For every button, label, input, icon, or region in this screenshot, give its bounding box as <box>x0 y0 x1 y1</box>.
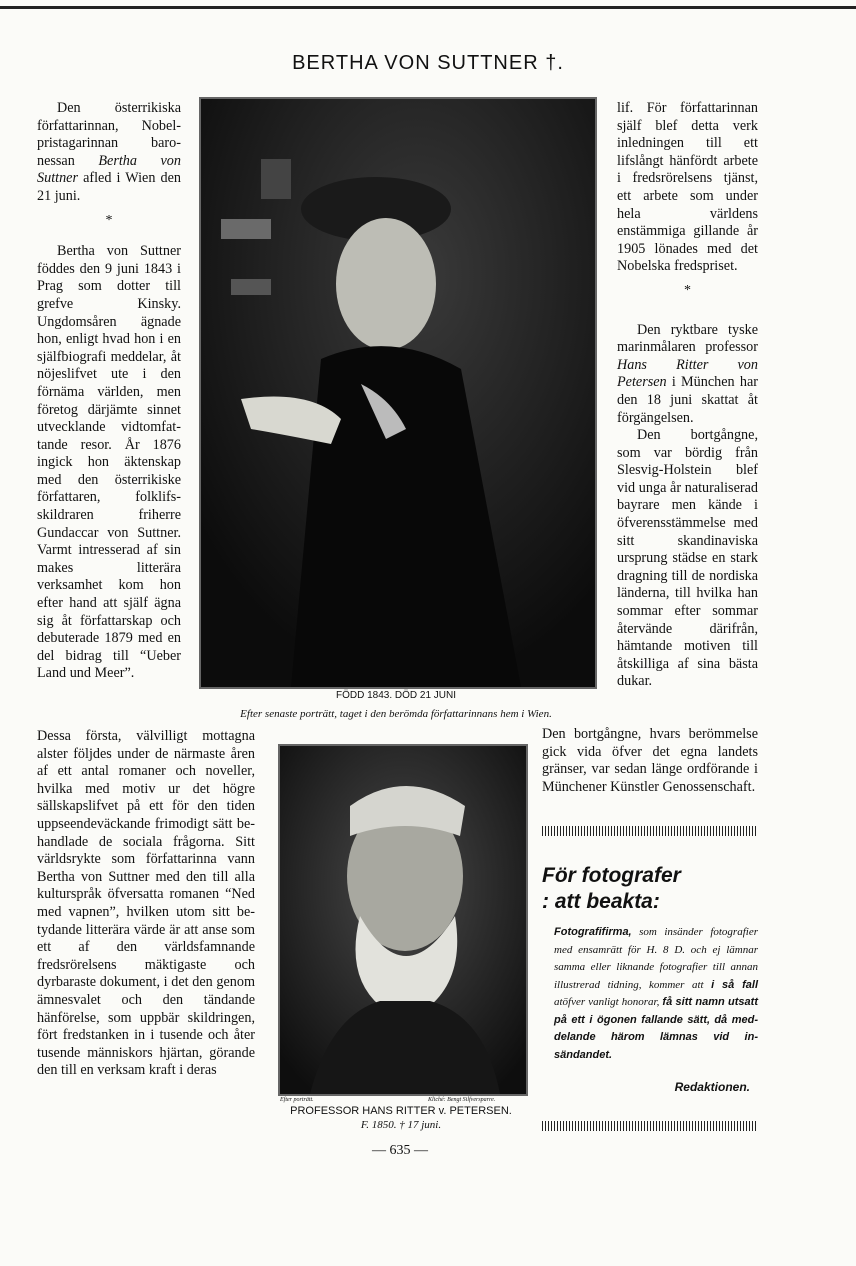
portrait-hans-ritter-von-petersen <box>278 744 528 1096</box>
ritter-text: Den ryktbare tyske marinmålaren professor <box>617 321 758 356</box>
notice-bold-2: i så fall <box>711 978 758 991</box>
article-title: BERTHA VON SUTTNER †. <box>292 52 564 74</box>
bio-paragraph-right: lif. För författarinnan själf blef detta verk inledningen till ett lifslångt hänfördt arbete i fredsrörelsens tjänst, ett arbete som under hela världens enstämmiga gillande år 1905 lönades med det Nobelska fredspriset. <box>617 100 758 275</box>
intro-text: Den österrikiska författarinnan, Nobelpristagarinnan baronessan <box>37 100 181 169</box>
photo2-caption-dates: F. 1850. † 17 juni. <box>360 1119 442 1131</box>
photo2-caption-name: PROFESSOR HANS RITTER v. PETERSEN. <box>290 1105 512 1117</box>
divider-hatch-2 <box>542 1121 758 1131</box>
ritter-text-end: i München har den 18 juni skattat åt förgängelsen. <box>617 374 758 426</box>
portrait-image <box>201 99 595 687</box>
portrait-bertha-von-suttner <box>199 97 597 689</box>
section-star-2: * <box>684 282 691 298</box>
intro-name: Bertha von Suttner <box>37 152 181 187</box>
photo1-caption-dates: FÖDD 1843. DÖD 21 JUNI <box>335 690 457 701</box>
photo2-credit-left: Efter porträtt. <box>280 1097 314 1103</box>
notice-signature: Redaktionen. <box>674 1080 750 1094</box>
ritter-continued <box>542 726 758 796</box>
notice-bold-4: då meddelande härom lämnas vid insändandet. <box>554 1013 758 1061</box>
bio-paragraph-wide: Dessa första, välvilligt mottagna alster följdes under de närmaste åren af ett antal romaner och noveller, hvilka med motiv ur det högre sällskapslifvet på ett för den tiden uppseendeväckande frimodigt sätt behandlade de sociala frågorna. Sitt världsrykte som författarinna vann Bertha von Suttner med den till alla kulturspråk öfversatta romanen “Ned med vapnen”, hvilken utom sitt betydande litterära värde är att anse som ett af den världsfamnande fredsrörelsens mäktigaste och dyrbaraste dokument, i det den genom ämnesvalet och den tändande hänförelse, som uppbär skildringen, fört fredstanken in i tusende och åter tusende människors hjärtan, görande den till en verksam kraft i deras <box>37 728 255 1079</box>
intro-text-end: afled i Wien den 21 juni. <box>37 170 181 204</box>
photo1-caption-credit: Efter senaste porträtt, taget i den berömda författarinnans hem i Wien. <box>240 708 552 720</box>
notice-bold-firm: Fotografifirma, <box>554 926 632 938</box>
section-star: * <box>105 212 113 228</box>
notice-text-1: som insänder fotografier med ensamrätt för H. 8 D. och ej lämnar samma eller liknande fotografier till annan illustrerad tidning, kommer att <box>554 926 758 991</box>
photo2-credit-right: Kliché: Bengt Silfversparre. <box>428 1097 496 1103</box>
bio-continued <box>37 728 255 1080</box>
notice-heading-2: : att beakta: <box>542 890 660 913</box>
ritter-paragraph-2: Den bortgångne, som var bördig från Slesvig-Holstein blef vid unga år naturaliserad bayrare men kände i öfverensstämmelse med sitt skandinaviska ursprung städse en stark dragning till de nordiska länderna, till hvilka han sommar efter sommar återvände därifrån, hämtande motiven till åtskilliga af sina bästa dukar. <box>617 427 758 690</box>
left-column <box>37 100 181 683</box>
notice-text-2: atöfver vanligt honorar, <box>554 996 663 1008</box>
top-rule <box>0 6 856 9</box>
right-column <box>617 100 758 691</box>
ritter-paragraph-1 <box>617 322 758 428</box>
portrait-image-2 <box>280 746 526 1094</box>
notice-bold-3: få sitt namn utsatt på ett i ögonen fallande sätt, <box>554 996 758 1026</box>
bio-paragraph-left: Bertha von Suttner föddes den 9 juni 1843 i Prag som dotter till grefve Kinsky. Ungdomsåren ägnade hon, enligt hvad hon i en själfbiografi meddelar, åt nöjeslifvet ute i den förnäma världen, men företog därjämte sinnet utvecklande vidtomfattande resor. År 1876 ingick hon äktenskap med den österrikiske författaren, folklifsskildraren friherre Gundaccar von Suttner. Varmt intresserad af sin makes litterära verksamhet kom hon efter hand att själf ägna sig åt författarskap och debuterade 1879 med en del bidrag till “Ueber Land und Meer”. <box>37 243 181 682</box>
intro-paragraph <box>37 100 181 206</box>
page-number: — 635 — <box>372 1143 428 1158</box>
notice-body <box>554 924 758 1064</box>
notice-heading-1: För fotografer <box>542 864 681 887</box>
ritter-paragraph-3: Den bortgångne, hvars berömmelse gick vida öfver det egna landets gränser, var sedan länge ordförande i Münchener Künstler Genossenschaft. <box>542 726 758 795</box>
divider-hatch-1 <box>542 826 758 836</box>
ritter-name: Hans Ritter von Petersen <box>617 356 758 391</box>
